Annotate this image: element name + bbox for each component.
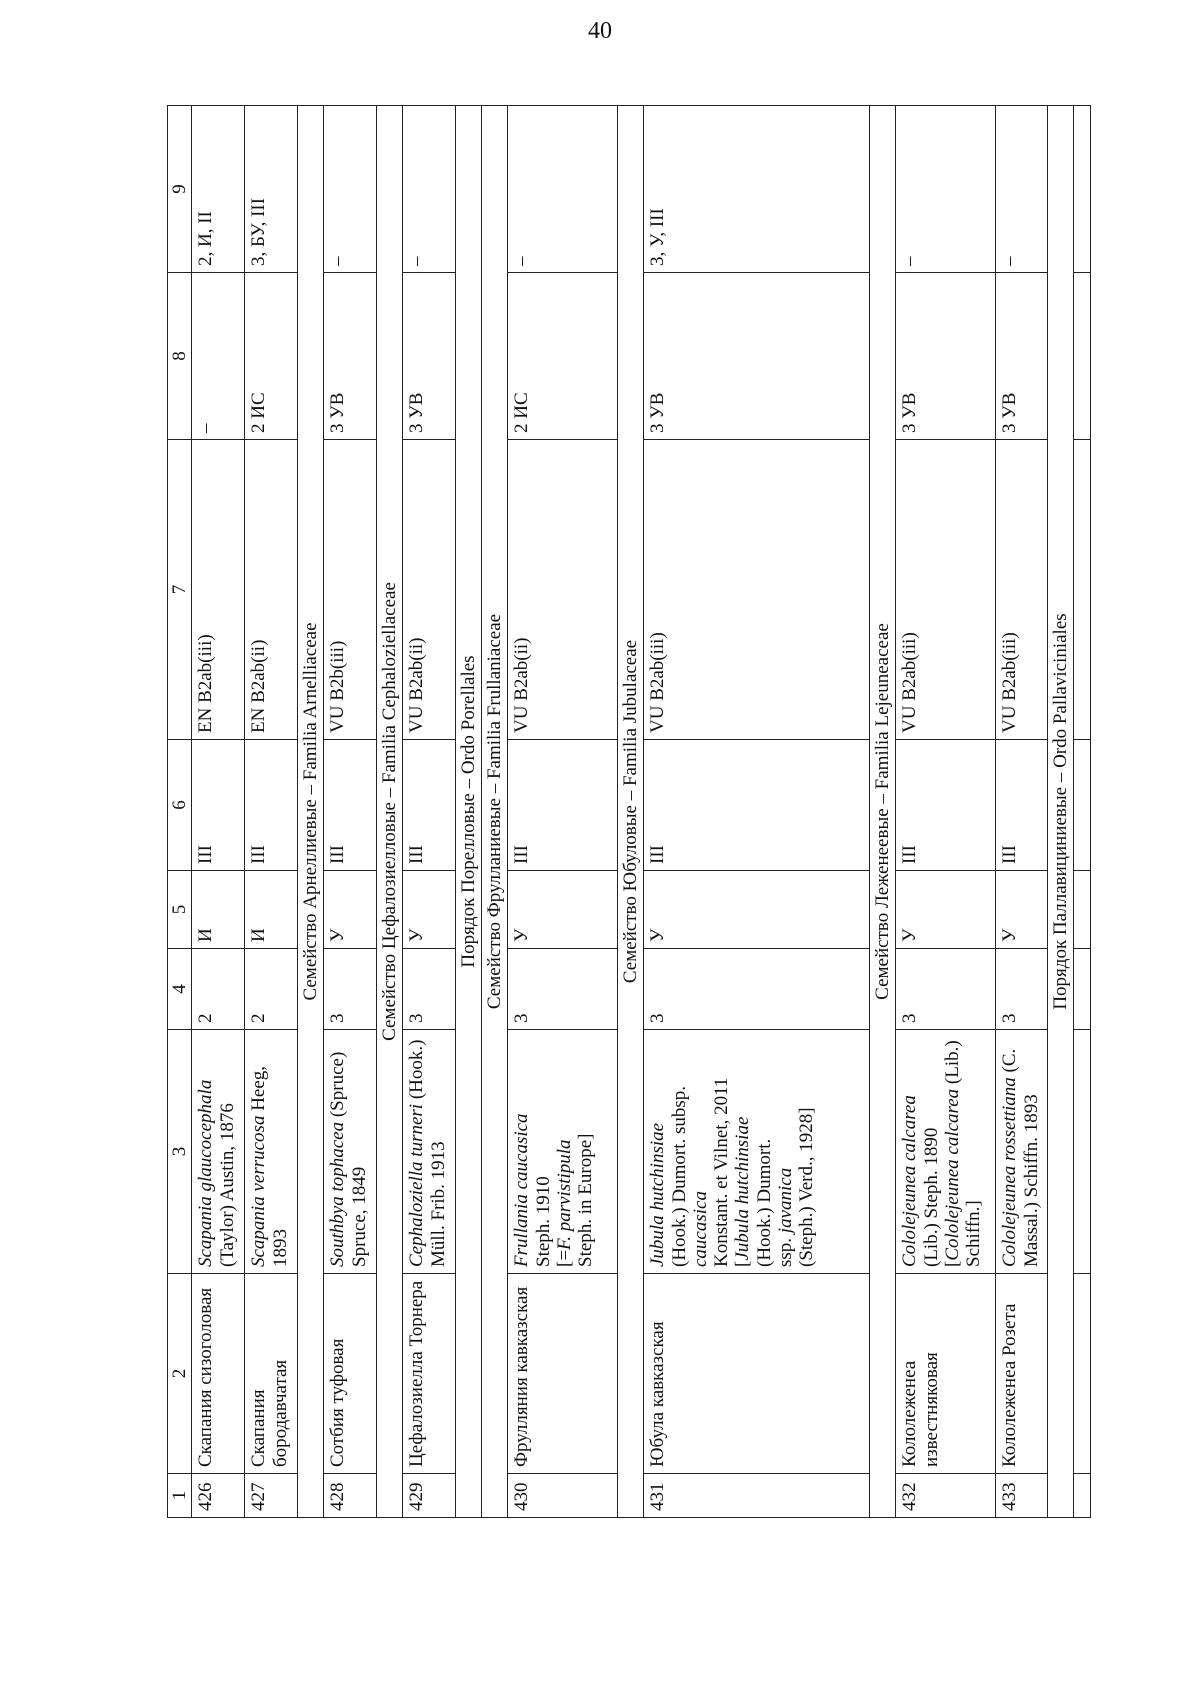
species-table xyxy=(167,105,1091,1518)
section-row xyxy=(298,106,324,1518)
latin-binomial: Frullania caucasica xyxy=(511,1113,533,1267)
cell-col5: У xyxy=(403,871,456,949)
synonym-author: (Lib.) Schiffn.] xyxy=(941,1040,985,1267)
table-row xyxy=(644,106,870,1518)
cell-col6: III xyxy=(324,740,377,871)
section-heading: Семейство Фрулланиевые – Familia Frullaniaceae xyxy=(482,106,508,1518)
col-header-7: 7 xyxy=(168,440,192,740)
row-number: 428 xyxy=(324,1474,377,1518)
cell-col9: 3, У, III xyxy=(644,106,870,273)
cell-col4: 2 xyxy=(192,949,245,1030)
russian-name: Скапания бородавчатая xyxy=(245,1274,298,1474)
page-number: 40 xyxy=(588,18,612,44)
section-heading: Порядок Паллавициниевые – Ordo Pallaviciniales xyxy=(1048,106,1074,1518)
cell-col8: 2 ИС xyxy=(508,273,618,440)
cell-col5: У xyxy=(996,871,1048,949)
synonym-binomial: Jubula hutchinsiae xyxy=(732,1116,754,1261)
cell-col4: 3 xyxy=(896,949,996,1030)
synonym-open: [ xyxy=(732,1260,754,1267)
latin-author: (Hook.) Dumort. subsp. xyxy=(668,1085,690,1267)
table-row xyxy=(508,106,618,1518)
cell-col8: – xyxy=(192,273,245,440)
cell-col8: 3 УВ xyxy=(996,273,1048,440)
row-number: 426 xyxy=(192,1474,245,1518)
row-number: 432 xyxy=(896,1474,996,1518)
cell-col9: – xyxy=(403,106,456,273)
table-row xyxy=(192,106,245,1518)
synonym-binomial: Cololejeunea calcarea xyxy=(941,1088,963,1261)
synonym-rank: ssp. xyxy=(774,1237,796,1267)
col-header-9: 9 xyxy=(168,106,192,273)
row-number: 433 xyxy=(996,1474,1048,1518)
cell-col9: – xyxy=(508,106,618,273)
synonym-subspecies: javanica xyxy=(774,1167,796,1234)
col-header-4: 4 xyxy=(168,949,192,1030)
cell-col9: – xyxy=(996,106,1048,273)
row-number: 430 xyxy=(508,1474,618,1518)
col-header-5: 5 xyxy=(168,871,192,949)
latin-author: (Hook.) Müll. Frib. 1913 xyxy=(406,1039,449,1267)
russian-name: Юбула кавказская xyxy=(644,1274,870,1474)
subspecies-name: caucasica xyxy=(689,1191,711,1267)
russian-name: Цефалозиелла Торнера xyxy=(403,1274,456,1474)
col-header-3: 3 xyxy=(168,1030,192,1274)
russian-name: Кололеженеа Розета xyxy=(996,1274,1048,1474)
cell-col4: 3 xyxy=(644,949,870,1030)
latin-name xyxy=(896,1030,996,1274)
cell-col7: EN B2ab(ii) xyxy=(245,440,298,740)
latin-name xyxy=(403,1030,456,1274)
latin-name xyxy=(245,1030,298,1274)
section-heading: Семейство Цефалозиелловые – Familia Cephaloziellaceae xyxy=(377,106,403,1518)
section-row xyxy=(1048,106,1074,1518)
latin-author: (Lib.) Steph. 1890 xyxy=(920,1127,942,1267)
cell-col4: 2 xyxy=(245,949,298,1030)
cell-col5: И xyxy=(245,871,298,949)
cell-col8: 2 ИС xyxy=(245,273,298,440)
synonym-author: (Hook.) Dumort. xyxy=(753,1138,775,1267)
row-number: 427 xyxy=(245,1474,298,1518)
latin-name xyxy=(324,1030,377,1274)
cell-col9: – xyxy=(896,106,996,273)
latin-name xyxy=(192,1030,245,1274)
cell-col8: 3 УВ xyxy=(403,273,456,440)
cell-col6: III xyxy=(508,740,618,871)
section-heading: Семейство Леженеевые – Familia Lejeuneaceae xyxy=(870,106,896,1518)
synonym-open: [ xyxy=(941,1260,963,1267)
latin-author: (Spruce) Spruce, 1849 xyxy=(327,1051,370,1267)
russian-name: Фрулляния кавказская xyxy=(508,1274,618,1474)
latin-name xyxy=(644,1030,870,1274)
latin-author: (C. Massal.) Schiffn. 1893 xyxy=(999,1048,1042,1267)
cell-col6: III xyxy=(644,740,870,871)
section-heading: Семейство Арнеллиевые – Familia Arnelliaceae xyxy=(298,106,324,1518)
cell-col9: – xyxy=(324,106,377,273)
synonym-author: Steph. in Europe] xyxy=(575,1133,597,1267)
section-row xyxy=(618,106,644,1518)
table-row xyxy=(403,106,456,1518)
rotated-table-wrapper xyxy=(167,106,1072,1518)
header-row xyxy=(168,106,192,1518)
latin-binomial: Scapania glaucocephala xyxy=(195,1079,217,1267)
latin-name xyxy=(996,1030,1048,1274)
cell-col6: III xyxy=(403,740,456,871)
cell-col9: 2, И, II xyxy=(192,106,245,273)
cell-col6: III xyxy=(192,740,245,871)
latin-binomial: Cephaloziella turneri xyxy=(406,1103,428,1267)
cell-col5: И xyxy=(192,871,245,949)
section-heading: Порядок Порелловые – Ordo Porellales xyxy=(456,106,482,1518)
cell-col7: VU B2b(iii) xyxy=(324,440,377,740)
cell-col6: III xyxy=(896,740,996,871)
latin-binomial: Cololejeunea rossettiana xyxy=(999,1077,1021,1267)
cell-col5: У xyxy=(644,871,870,949)
cell-col8: 3 УВ xyxy=(324,273,377,440)
cell-col7: VU B2ab(iii) xyxy=(996,440,1048,740)
row-number: 429 xyxy=(403,1474,456,1518)
section-row xyxy=(456,106,482,1518)
cell-col7: VU B2ab(iii) xyxy=(644,440,870,740)
col-header-6: 6 xyxy=(168,740,192,871)
section-row xyxy=(482,106,508,1518)
cell-col5: У xyxy=(896,871,996,949)
table-row xyxy=(896,106,996,1518)
col-header-2: 2 xyxy=(168,1274,192,1474)
cell-col4: 3 xyxy=(508,949,618,1030)
cell-col4: 3 xyxy=(324,949,377,1030)
latin-name xyxy=(508,1030,618,1274)
cell-col4: 3 xyxy=(403,949,456,1030)
cell-col6: III xyxy=(245,740,298,871)
section-row xyxy=(870,106,896,1518)
section-heading: Семейство Юбуловые – Familia Jubulaceae xyxy=(618,106,644,1518)
section-row xyxy=(377,106,403,1518)
latin-author: Heeg, 1893 xyxy=(248,1065,291,1267)
russian-name: Скапания сизоголовая xyxy=(192,1274,245,1474)
col-header-1: 1 xyxy=(168,1474,192,1518)
cell-col4: 3 xyxy=(996,949,1048,1030)
synonym-open: [= xyxy=(553,1249,575,1267)
latin-binomial: Jubula hutchinsiae xyxy=(647,1122,669,1267)
table-row-continuation xyxy=(1074,106,1091,1518)
cell-col6: III xyxy=(996,740,1048,871)
russian-name: Сотбия туфовая xyxy=(324,1274,377,1474)
table-row xyxy=(996,106,1048,1518)
subspecies-author: Konstant. et Vilnet, 2011 xyxy=(711,1077,733,1267)
cell-col8: 3 УВ xyxy=(644,273,870,440)
table-row xyxy=(324,106,377,1518)
cell-col7: VU B2ab(ii) xyxy=(508,440,618,740)
latin-binomial: Southbya tophacea xyxy=(327,1121,349,1267)
cell-col5: У xyxy=(324,871,377,949)
russian-name: Кололеженеа известняковая xyxy=(896,1274,996,1474)
latin-binomial: Scapania verrucosa xyxy=(248,1115,270,1267)
cell-col7: VU B2ab(iii) xyxy=(896,440,996,740)
latin-author: (Taylor) Austin, 1876 xyxy=(216,1103,238,1267)
latin-binomial: Cololejeunea calcarea xyxy=(899,1095,921,1267)
latin-author: Steph. 1910 xyxy=(532,1176,554,1267)
synonym-subspecies-author: (Steph.) Verd., 1928] xyxy=(796,1107,818,1267)
cell-col9: 3, БУ, III xyxy=(245,106,298,273)
synonym-binomial: F. parvistipula xyxy=(553,1139,575,1250)
table-row xyxy=(245,106,298,1518)
cell-col7: EN B2ab(iii) xyxy=(192,440,245,740)
col-header-8: 8 xyxy=(168,273,192,440)
row-number: 431 xyxy=(644,1474,870,1518)
cell-col5: У xyxy=(508,871,618,949)
cell-col7: VU B2ab(ii) xyxy=(403,440,456,740)
cell-col8: 3 УВ xyxy=(896,273,996,440)
